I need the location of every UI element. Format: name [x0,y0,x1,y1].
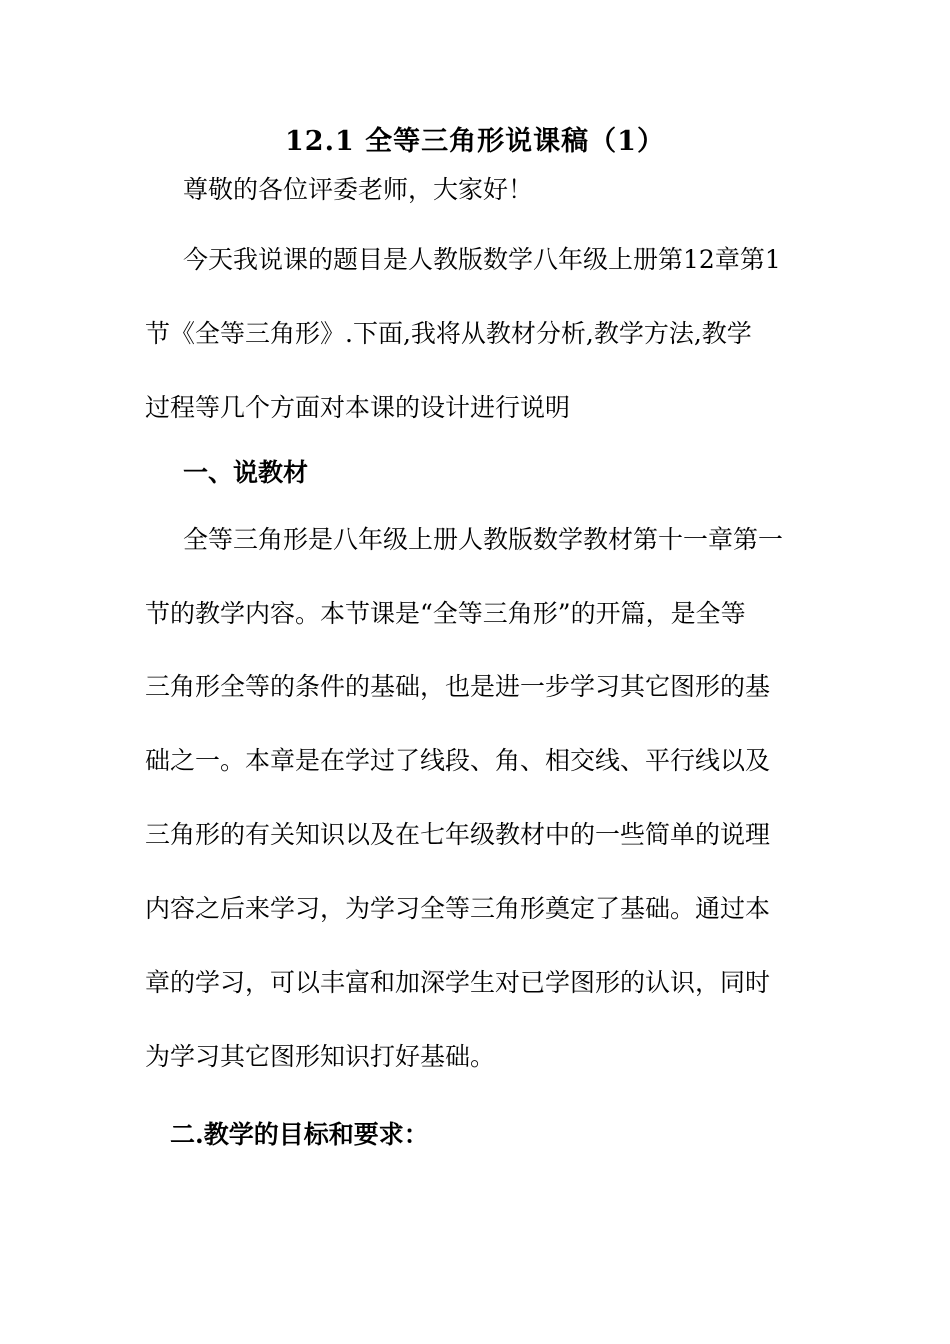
intro-line-1: 今天我说课的题目是人教版数学八年级上册第12章第1 [183,245,781,274]
greeting-text: 尊敬的各位评委老师，大家好！ [183,175,534,204]
intro-line-3: 过程等几个方面对本课的设计进行说明 [145,393,571,422]
section-1-line-4: 础之一。本章是在学过了线段、角、相交线、平行线以及 [145,746,771,775]
section-2-heading: 二.教学的目标和要求： [170,1120,429,1149]
section-1-line-5: 三角形的有关知识以及在七年级教材中的一些简单的说理 [145,820,771,849]
section-1-line-6: 内容之后来学习，为学习全等三角形奠定了基础。通过本 [145,894,771,923]
section-1-line-8: 为学习其它图形知识打好基础。 [145,1042,496,1071]
section-1-line-3: 三角形全等的条件的基础，也是进一步学习其它图形的基 [145,672,771,701]
section-1-line-7: 章的学习，可以丰富和加深学生对已学图形的认识，同时 [145,968,771,997]
section-1-line-2: 节的教学内容。本节课是“全等三角形”的开篇，是全等 [145,599,746,628]
document-title: 12.1 全等三角形说课稿（1） [285,126,665,157]
section-1-heading: 一、说教材 [183,458,309,487]
intro-line-2: 节《全等三角形》.下面,我将从教材分析,教学方法,教学 [145,319,752,348]
section-1-line-1: 全等三角形是八年级上册人教版数学教材第十一章第一 [183,525,784,554]
